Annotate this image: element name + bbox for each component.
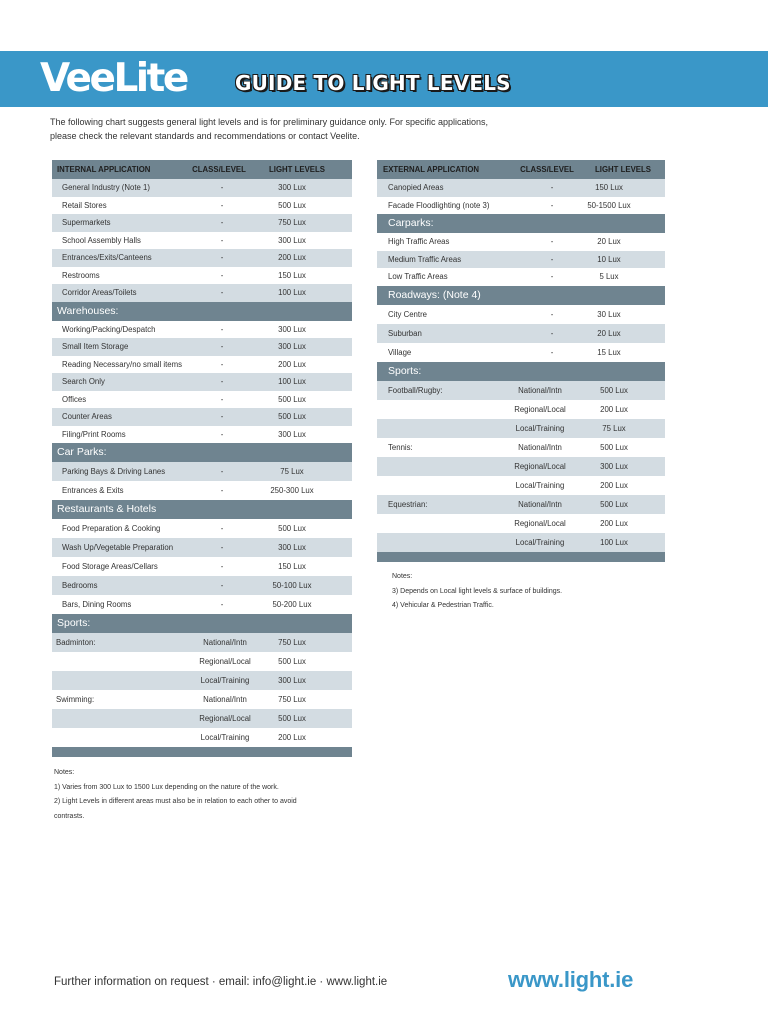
- table-row: [52, 519, 352, 538]
- table-row: [52, 408, 352, 426]
- application-cell: Food Preparation & Cooking: [62, 524, 161, 533]
- class-level-cell: -: [220, 467, 224, 476]
- application-cell: Food Storage Areas/Cellars: [62, 562, 158, 571]
- light-level-cell: 200 Lux: [600, 480, 628, 490]
- table-row: [377, 324, 665, 343]
- section-title: Car Parks:: [57, 446, 107, 458]
- class-level-cell: Regional/Local: [199, 714, 251, 723]
- light-level-cell: 750 Lux: [278, 218, 306, 227]
- table-row: [52, 356, 352, 374]
- light-level-cell: 100 Lux: [278, 377, 306, 386]
- column-header-class-level: CLASS/LEVEL: [520, 165, 574, 174]
- light-level-cell: 500 Lux: [278, 200, 306, 210]
- footer-website-link[interactable]: www.light.ie: [508, 967, 634, 992]
- class-level-cell: Local/Training: [515, 423, 565, 433]
- class-level-cell: -: [220, 377, 224, 386]
- intro-line-1: The following chart suggests general light levels and is for preliminary guidance only. For specific applications,: [50, 117, 489, 127]
- light-level-cell: 300 Lux: [278, 342, 306, 351]
- application-cell: General Industry (Note 1): [62, 183, 150, 192]
- light-level-cell: 750 Lux: [278, 638, 306, 647]
- class-level-cell: Local/Training: [200, 733, 250, 742]
- table-header-row: [52, 160, 352, 179]
- table-row: [377, 533, 665, 552]
- class-level-cell: -: [550, 237, 554, 246]
- application-cell: Retail Stores: [62, 200, 107, 210]
- table-row: [377, 381, 665, 400]
- application-cell: Football/Rugby:: [388, 385, 443, 395]
- section-title: Restaurants & Hotels: [57, 503, 157, 515]
- column-header-light-levels: LIGHT LEVELS: [595, 165, 651, 174]
- light-level-cell: 100 Lux: [600, 537, 628, 547]
- section-title: Sports:: [388, 364, 422, 377]
- class-level-cell: -: [550, 309, 554, 319]
- application-cell: Low Traffic Areas: [388, 272, 448, 281]
- table-row: [52, 728, 352, 747]
- internal-notes: [54, 766, 344, 824]
- table-row: [52, 338, 352, 356]
- section-header: [377, 362, 665, 381]
- application-cell: Swimming:: [56, 695, 95, 704]
- table-footer-bar: [52, 747, 352, 757]
- class-level-cell: -: [220, 486, 224, 495]
- application-cell: Canopied Areas: [388, 183, 444, 192]
- table-row: [377, 343, 665, 362]
- class-level-cell: -: [550, 200, 554, 210]
- light-level-cell: 10 Lux: [597, 254, 621, 264]
- light-level-cell: 500 Lux: [600, 442, 628, 452]
- application-cell: Village: [388, 347, 412, 357]
- application-cell: Tennis:: [388, 442, 413, 452]
- table-row: [377, 419, 665, 438]
- light-level-cell: 5 Lux: [599, 272, 619, 281]
- class-level-cell: National/Intn: [203, 695, 247, 704]
- light-level-cell: 75 Lux: [602, 423, 626, 433]
- application-cell: Wash Up/Vegetable Preparation: [62, 543, 174, 552]
- table-row: [377, 495, 665, 514]
- light-level-cell: 30 Lux: [597, 309, 621, 319]
- table-row: [52, 557, 352, 576]
- table-row: [52, 214, 352, 232]
- page-title: GUIDE TO LIGHT LEVELS: [235, 71, 511, 95]
- table-row: [52, 426, 352, 444]
- note-4: 4) Vehicular & Pedestrian Traffic.: [392, 602, 494, 609]
- light-level-cell: 100 Lux: [278, 288, 306, 297]
- application-cell: City Centre: [388, 309, 427, 319]
- class-level-cell: -: [220, 253, 224, 262]
- class-level-cell: -: [550, 254, 554, 264]
- class-level-cell: -: [220, 218, 224, 227]
- table-row: [377, 268, 665, 286]
- note-3: 3) Depends on Local light levels & surface of buildings.: [392, 587, 563, 595]
- table-row: [377, 305, 665, 324]
- section-header: [52, 443, 352, 462]
- class-level-cell: -: [220, 429, 224, 439]
- table-row: [52, 633, 352, 652]
- light-level-cell: 300 Lux: [278, 324, 306, 334]
- table-row: [52, 652, 352, 671]
- application-cell: Small Item Storage: [62, 342, 129, 351]
- section-header: [377, 286, 665, 305]
- light-level-cell: 200 Lux: [600, 518, 628, 528]
- class-level-cell: Local/Training: [515, 480, 565, 490]
- light-level-cell: 15 Lux: [597, 347, 621, 357]
- class-level-cell: Regional/Local: [199, 657, 251, 666]
- table-row: [52, 197, 352, 215]
- light-level-cell: 250-300 Lux: [270, 486, 314, 495]
- light-level-cell: 500 Lux: [600, 499, 628, 509]
- intro-text: [50, 116, 520, 143]
- application-cell: Bedrooms: [62, 581, 98, 590]
- column-header-light-levels: LIGHT LEVELS: [269, 165, 325, 174]
- table-row: [52, 249, 352, 267]
- brand-logo: VeeLite: [40, 56, 187, 101]
- note-2-continued: contrasts.: [54, 812, 85, 820]
- light-level-cell: 500 Lux: [278, 657, 306, 666]
- class-level-cell: Local/Training: [200, 676, 250, 685]
- application-cell: School Assembly Halls: [62, 235, 141, 245]
- class-level-cell: -: [220, 288, 224, 297]
- application-cell: Filing/Print Rooms: [62, 429, 126, 439]
- light-level-cell: 500 Lux: [278, 412, 306, 421]
- intro-line-2: please check the relevant standards and recommendations or contact Veelite.: [50, 130, 360, 141]
- application-cell: Equestrian:: [388, 499, 428, 509]
- light-level-cell: 500 Lux: [278, 524, 306, 533]
- class-level-cell: -: [220, 342, 224, 351]
- section-header: [377, 214, 665, 233]
- column-header-application: EXTERNAL APPLICATION: [383, 165, 480, 174]
- table-row: [52, 595, 352, 614]
- class-level-cell: -: [550, 183, 554, 192]
- table-row: [52, 284, 352, 302]
- light-level-cell: 200 Lux: [278, 733, 306, 742]
- application-cell: Working/Packing/Despatch: [62, 324, 156, 334]
- light-level-cell: 200 Lux: [278, 359, 306, 369]
- table-row: [52, 709, 352, 728]
- footer-contact-info: Further information on request · email: info@light.ie · www.light.ie: [54, 976, 388, 988]
- table-row: [52, 321, 352, 339]
- light-level-cell: 500 Lux: [600, 385, 628, 395]
- class-level-cell: -: [550, 272, 554, 281]
- class-level-cell: -: [220, 270, 224, 280]
- notes-title: Notes:: [54, 769, 75, 776]
- class-level-cell: -: [220, 394, 224, 404]
- class-level-cell: National/Intn: [518, 385, 562, 395]
- light-level-cell: 50-200 Lux: [272, 600, 312, 609]
- light-level-cell: 300 Lux: [278, 543, 306, 552]
- class-level-cell: -: [550, 328, 554, 338]
- application-cell: Entrances/Exits/Canteens: [62, 253, 152, 262]
- table-row: [52, 179, 352, 197]
- application-cell: Entrances & Exits: [62, 486, 124, 495]
- light-level-cell: 50-1500 Lux: [587, 200, 631, 210]
- table-row: [52, 267, 352, 285]
- table-header-row: [377, 160, 665, 179]
- table-row: [52, 576, 352, 595]
- section-header: [52, 614, 352, 633]
- table-row: [52, 671, 352, 690]
- table-row: [377, 457, 665, 476]
- application-cell: Supermarkets: [62, 218, 111, 227]
- class-level-cell: National/Intn: [518, 442, 562, 452]
- application-cell: Bars, Dining Rooms: [62, 600, 132, 609]
- table-row: [377, 514, 665, 533]
- table-row: [377, 197, 665, 215]
- section-header: [52, 500, 352, 519]
- application-cell: Suburban: [388, 328, 422, 338]
- column-header-application: INTERNAL APPLICATION: [57, 165, 151, 174]
- notes-title: Notes:: [392, 573, 413, 580]
- external-applications-table: [377, 160, 665, 562]
- application-cell: Reading Necessary/no small items: [62, 359, 183, 369]
- light-level-cell: 200 Lux: [278, 253, 306, 262]
- table-row: [377, 251, 665, 269]
- light-level-cell: 500 Lux: [278, 714, 306, 723]
- table-row: [52, 538, 352, 557]
- light-level-cell: 200 Lux: [600, 404, 628, 414]
- external-notes: [392, 570, 652, 614]
- class-level-cell: National/Intn: [203, 638, 247, 647]
- class-level-cell: -: [550, 347, 554, 357]
- table-row: [377, 400, 665, 419]
- table-footer-bar: [377, 552, 665, 562]
- class-level-cell: -: [220, 524, 224, 533]
- table-row: [377, 179, 665, 197]
- table-row: [52, 232, 352, 250]
- class-level-cell: -: [220, 543, 224, 552]
- light-level-cell: 150 Lux: [278, 270, 306, 280]
- class-level-cell: Local/Training: [515, 537, 565, 547]
- table-row: [377, 476, 665, 495]
- section-title: Sports:: [57, 617, 91, 629]
- light-level-cell: 150 Lux: [278, 562, 306, 571]
- light-level-cell: 300 Lux: [278, 429, 306, 439]
- light-level-cell: 300 Lux: [278, 235, 306, 245]
- light-level-cell: 50-100 Lux: [272, 581, 312, 590]
- light-level-cell: 20 Lux: [597, 328, 621, 338]
- table-row: [377, 233, 665, 251]
- light-level-cell: 150 Lux: [595, 183, 623, 192]
- application-cell: Corridor Areas/Toilets: [62, 288, 137, 297]
- application-cell: Restrooms: [62, 270, 100, 280]
- table-row: [52, 481, 352, 500]
- application-cell: High Traffic Areas: [388, 237, 450, 246]
- note-2: 2) Light Levels in different areas must also be in relation to each other to avoid: [54, 798, 297, 805]
- section-title: Roadways: (Note 4): [388, 288, 481, 301]
- class-level-cell: -: [220, 235, 224, 245]
- application-cell: Facade Floodlighting (note 3): [388, 200, 490, 210]
- section-header: [52, 302, 352, 321]
- application-cell: Offices: [62, 394, 87, 404]
- light-level-cell: 300 Lux: [600, 461, 628, 471]
- table-row: [52, 391, 352, 409]
- light-level-cell: 750 Lux: [278, 695, 306, 704]
- class-level-cell: -: [220, 324, 224, 334]
- table-row: [52, 690, 352, 709]
- application-cell: Counter Areas: [62, 412, 112, 421]
- class-level-cell: Regional/Local: [514, 518, 566, 528]
- class-level-cell: National/Intn: [518, 499, 562, 509]
- column-header-class-level: CLASS/LEVEL: [192, 165, 246, 174]
- application-cell: Parking Bays & Driving Lanes: [62, 467, 166, 476]
- class-level-cell: Regional/Local: [514, 461, 566, 471]
- light-level-cell: 20 Lux: [597, 237, 621, 246]
- table-row: [52, 462, 352, 481]
- class-level-cell: -: [220, 359, 224, 369]
- section-title: Carparks:: [388, 217, 434, 229]
- light-level-cell: 300 Lux: [278, 183, 306, 192]
- application-cell: Search Only: [62, 377, 105, 386]
- note-1: 1) Varies from 300 Lux to 1500 Lux depending on the nature of the work.: [54, 783, 279, 791]
- class-level-cell: -: [220, 200, 224, 210]
- class-level-cell: -: [220, 412, 224, 421]
- light-level-cell: 75 Lux: [280, 467, 304, 476]
- light-level-cell: 300 Lux: [278, 676, 306, 685]
- table-row: [52, 373, 352, 391]
- class-level-cell: Regional/Local: [514, 404, 566, 414]
- application-cell: Badminton:: [56, 638, 96, 647]
- class-level-cell: -: [220, 600, 224, 609]
- class-level-cell: -: [220, 581, 224, 590]
- application-cell: Medium Traffic Areas: [388, 254, 462, 264]
- internal-applications-table: [52, 160, 352, 757]
- light-level-cell: 500 Lux: [278, 394, 306, 404]
- class-level-cell: -: [220, 183, 224, 192]
- table-row: [377, 438, 665, 457]
- section-title: Warehouses:: [57, 304, 119, 317]
- class-level-cell: -: [220, 562, 224, 571]
